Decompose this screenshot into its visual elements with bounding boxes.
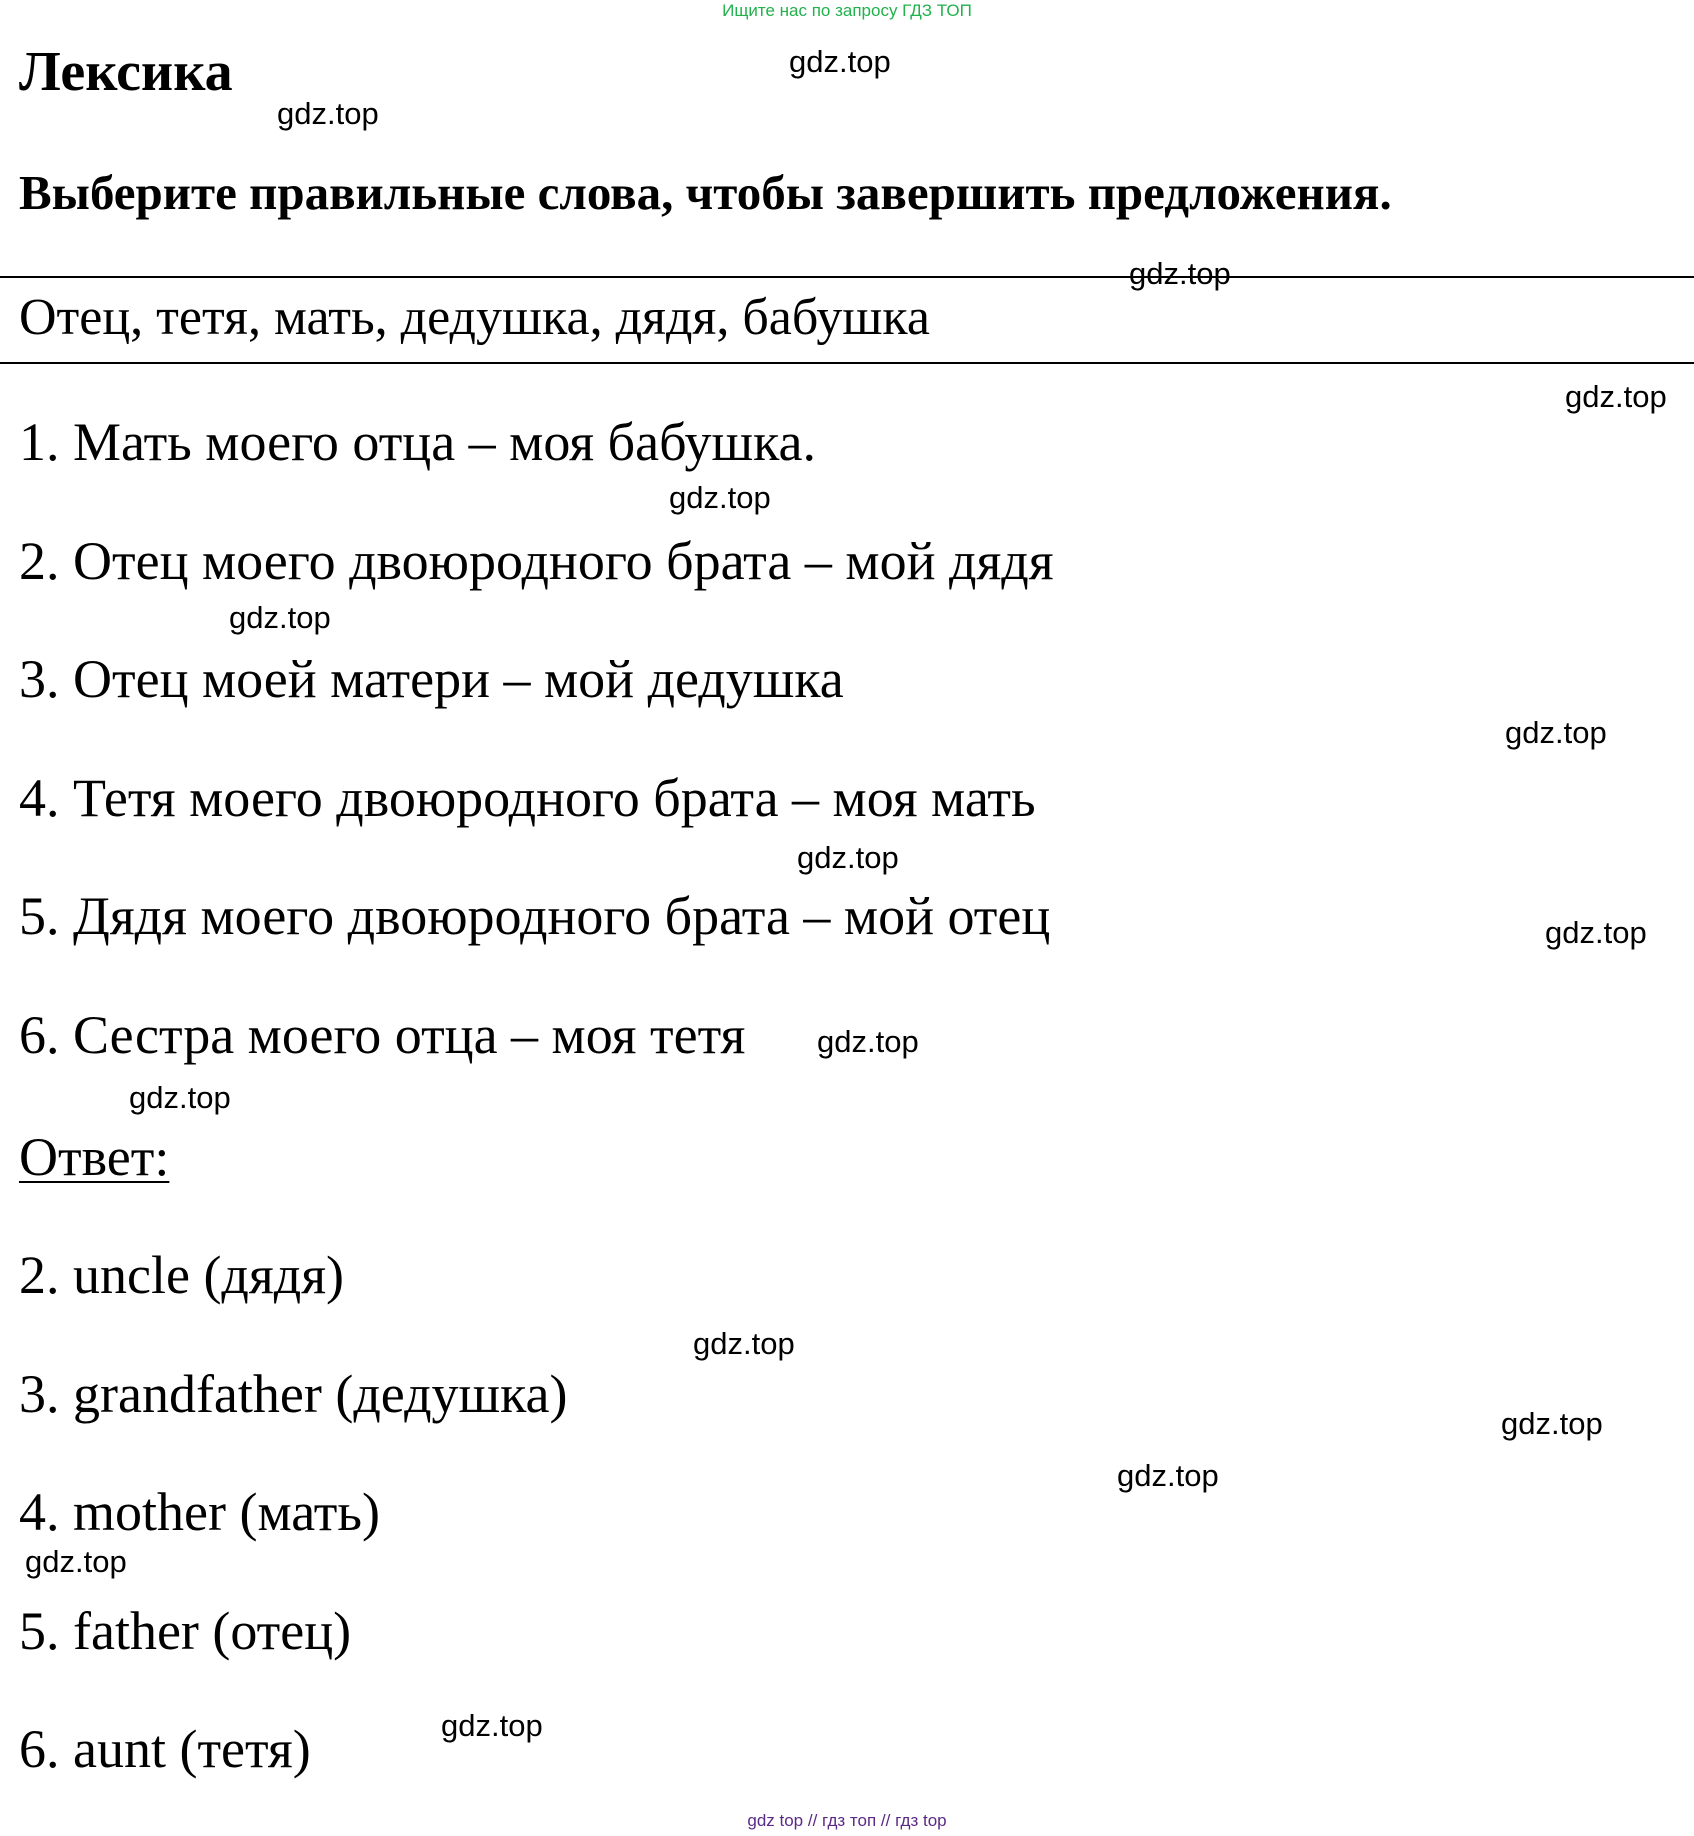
sentence-6: 6. Сестра моего отца – моя тетя — [19, 1005, 746, 1065]
watermark: gdz.top — [229, 600, 331, 635]
footer-links — [0, 1811, 1694, 1831]
answer-3: 3. grandfather (дедушка) — [19, 1364, 568, 1424]
answer-5: 5. father (отец) — [19, 1601, 352, 1661]
watermark: gdz.top — [669, 480, 771, 515]
footer-separator: // — [880, 1811, 891, 1830]
watermark: gdz.top — [797, 840, 899, 875]
watermark: gdz.top — [1117, 1458, 1219, 1493]
answer-4: 4. mother (мать) — [19, 1482, 381, 1542]
watermark: gdz.top — [129, 1080, 231, 1115]
watermark: gdz.top — [789, 44, 891, 79]
page-title: Лексика — [19, 41, 233, 103]
watermark: gdz.top — [441, 1708, 543, 1743]
search-banner: Ищите нас по запросу ГДЗ ТОП — [722, 1, 972, 20]
word-bank: Отец, тетя, мать, дедушка, дядя, бабушка — [19, 289, 930, 346]
footer-link[interactable]: гдз топ — [822, 1811, 877, 1830]
footer-link[interactable]: гдз top — [895, 1811, 947, 1830]
exercise-instruction: Выберите правильные слова, чтобы завершить предложения. — [19, 165, 1392, 220]
watermark: gdz.top — [1545, 915, 1647, 950]
answer-2: 2. uncle (дядя) — [19, 1245, 345, 1305]
watermark: gdz.top — [277, 96, 379, 131]
watermark: gdz.top — [1565, 379, 1667, 414]
sentence-1: 1. Мать моего отца – моя бабушка. — [19, 412, 816, 472]
footer-separator: // — [807, 1811, 818, 1830]
watermark: gdz.top — [1505, 715, 1607, 750]
watermark: gdz.top — [1501, 1406, 1603, 1441]
watermark: gdz.top — [25, 1544, 127, 1579]
watermark: gdz.top — [1129, 256, 1231, 291]
sentence-2: 2. Отец моего двоюродного брата – мой дядя — [19, 531, 1054, 591]
answer-6: 6. aunt (тетя) — [19, 1719, 311, 1779]
word-bank-top-rule — [0, 276, 1694, 278]
sentence-4: 4. Тетя моего двоюродного брата – моя мать — [19, 768, 1036, 828]
watermark: gdz.top — [693, 1326, 795, 1361]
footer-link[interactable]: gdz top — [747, 1811, 804, 1830]
watermark: gdz.top — [817, 1024, 919, 1059]
word-bank-bottom-rule — [0, 362, 1694, 364]
sentence-3: 3. Отец моей матери – мой дедушка — [19, 649, 844, 709]
answer-label: Ответ: — [19, 1127, 170, 1187]
sentence-5: 5. Дядя моего двоюродного брата – мой отец — [19, 886, 1051, 946]
